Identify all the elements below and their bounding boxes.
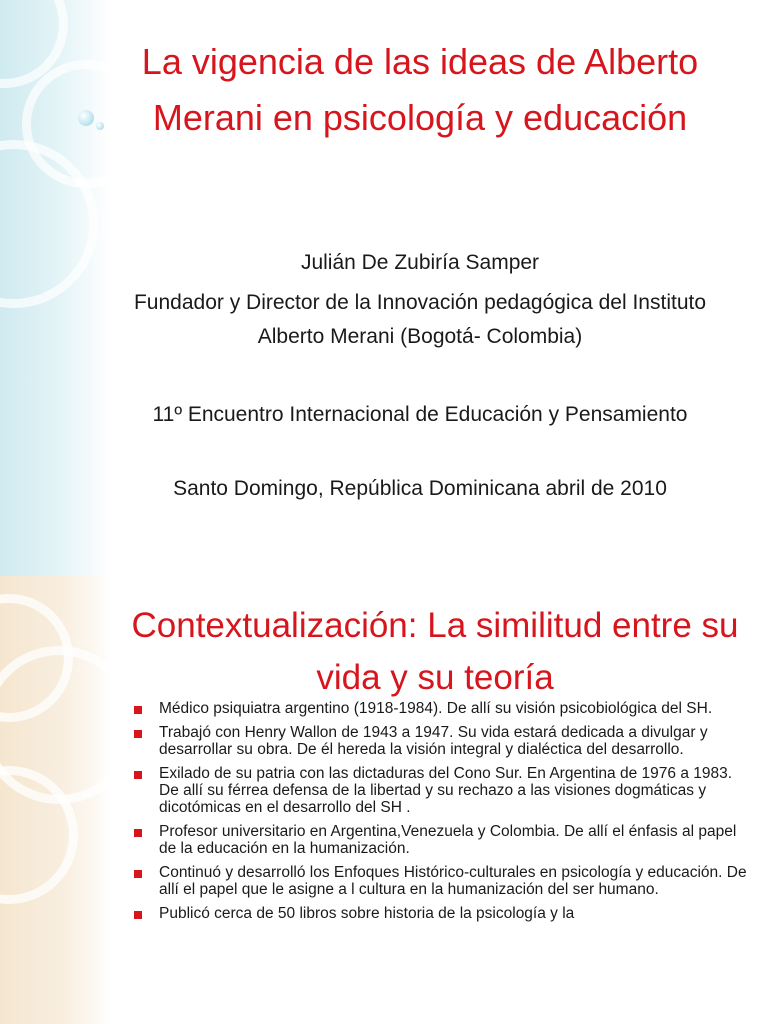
bullet-text: Exilado de su patria con las dictaduras del Cono Sur. En Argentina de 1976 a 1983. De allí su férrea defensa de la libertad y su rechazo a las visiones dogmáticas y dicotómicas en el desarrollo del SH .: [159, 765, 733, 816]
bullet-square-icon: [134, 829, 142, 837]
list-item: [128, 905, 753, 922]
list-item: [128, 864, 753, 898]
bullet-text: Continuó y desarrolló los Enfoques Histórico-culturales en psicología y educación. De allí el papel que le asigne a l cultura en la humanización del ser humano.: [159, 864, 747, 898]
author-name: Julián De Zubiría Samper: [300, 251, 540, 274]
decorative-sidebar: [0, 576, 110, 1024]
bullet-text: Profesor universitario en Argentina,Venezuela y Colombia. De allí el énfasis al papel de la educación en la humanización.: [159, 823, 737, 857]
bullet-square-icon: [134, 911, 142, 919]
slide-title-contextualizacion: Contextualización: La similitud entre su vida y su teoría: [131, 606, 739, 697]
event-name: 11º Encuentro Internacional de Educación y Pensamiento: [152, 403, 688, 426]
bullet-square-icon: [134, 870, 142, 878]
slide-title: La vigencia de las ideas de Alberto Merani en psicología y educación: [141, 41, 699, 138]
bullet-square-icon: [134, 706, 142, 714]
bullet-square-icon: [134, 730, 142, 738]
bullet-text: Publicó cerca de 50 libros sobre historia de la psicología y la: [159, 905, 575, 922]
author-role: Fundador y Director de la Innovación pedagógica del Instituto Alberto Merani (Bogotá- Colombia): [133, 291, 707, 348]
list-item: [128, 700, 753, 717]
event-place-date: Santo Domingo, República Dominicana abril de 2010: [173, 477, 667, 500]
list-item: [128, 765, 753, 816]
decorative-bubble: [96, 122, 104, 130]
list-item: [128, 724, 753, 758]
bullet-text: Médico psiquiatra argentino (1918-1984). De allí su visión psicobiológica del SH.: [159, 700, 713, 717]
list-item: [128, 823, 753, 857]
bullet-list: [128, 700, 753, 929]
bullet-text: Trabajó con Henry Wallon de 1943 a 1947. Su vida estará dedicada a divulgar y desarrollar su obra. De él hereda la visión integral y dialéctica del desarrollo.: [159, 724, 708, 758]
decorative-sidebar: [0, 0, 110, 576]
decorative-bubble: [78, 110, 94, 126]
bullet-square-icon: [134, 771, 142, 779]
